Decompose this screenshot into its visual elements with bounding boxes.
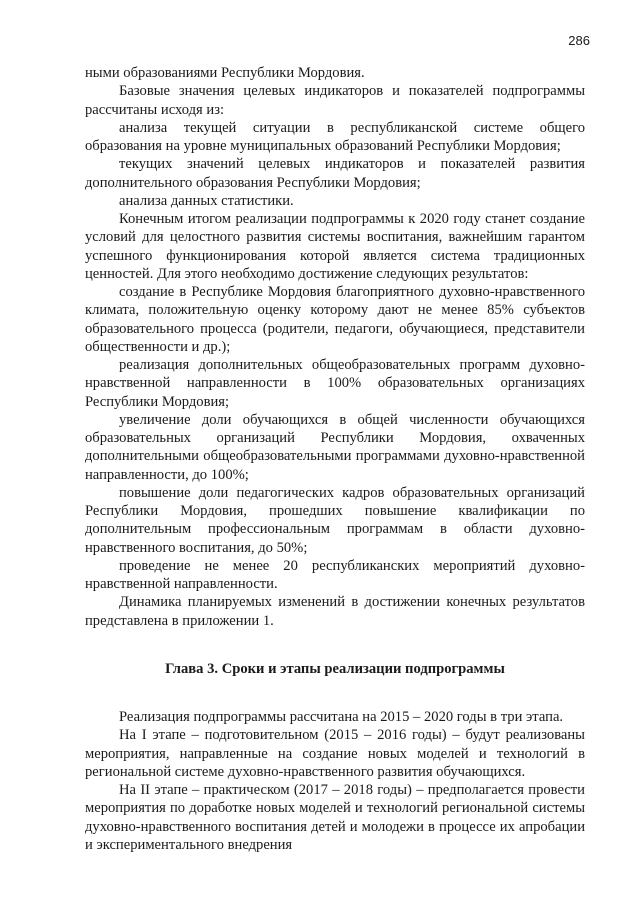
paragraph-result-4: повышение доли педагогических кадров образовательных организаций Республики Мордовия, прошедших повышение квалификации по дополнительным профессиональным программам в области духовно-нравственного воспитания, до 50%; xyxy=(85,484,585,556)
paragraph-result: Конечным итогом реализации подпрограммы к 2020 году станет создание условий для целостного развития системы воспитания, важнейшим гарантом успешного функционирования которой является система традиционных ценностей. Для этого необходимо достижение следующих результатов: xyxy=(85,211,585,282)
paragraph-period: Реализация подпрограммы рассчитана на 2015 – 2020 годы в три этапа. xyxy=(119,709,564,725)
paragraph-basis: Базовые значения целевых индикаторов и показателей подпрограммы рассчитаны исходя из: xyxy=(85,83,585,118)
paragraph-dynamics: Динамика планируемых изменений в достижении конечных результатов представлена в приложении 1. xyxy=(85,594,585,629)
spacer xyxy=(85,630,585,660)
document-body xyxy=(85,64,585,854)
paragraph-stage-2: На II этапе – практическом (2017 – 2018 годы) – предполагается провести мероприятия по доработке новых моделей и технологий региональной системы духовно-нравственного воспитания детей и молодежи в процессе их апробации и экспериментального внедрения xyxy=(85,782,585,853)
paragraph-stage-1: На I этапе – подготовительном (2015 – 2016 годы) – будут реализованы мероприятия, направленные на создание новых моделей и технологий в региональной системе духовно-нравственного развития обучающихся. xyxy=(85,727,585,780)
section-after-chapter xyxy=(85,708,585,854)
paragraph-continuation: ными образованиями Республики Мордовия. xyxy=(85,65,365,81)
chapter-heading: Глава 3. Сроки и этапы реализации подпрограммы xyxy=(165,660,505,677)
paragraph-result-3: увеличение доли обучающихся в общей численности обучающихся образовательных организаций Республики Мордовия, охваченных дополнительными общеобразовательными программами духовно-нравственной направленности, до 100%; xyxy=(85,411,585,483)
paragraph-basis-2: текущих значений целевых индикаторов и показателей развития дополнительного образования Республики Мордовия; xyxy=(85,156,585,191)
paragraph-result-2: реализация дополнительных общеобразовательных программ духовно-нравственной направленности в 100% образовательных организациях Республики Мордовия; xyxy=(85,357,585,410)
page-number: 286 xyxy=(568,33,590,48)
paragraph-result-1: создание в Республике Мордовия благоприятного духовно-нравственного климата, положительную оценку которому дают не менее 85% субъектов образовательного процесса (родители, педагоги, обучающиеся, представители общественности и др.); xyxy=(85,284,585,355)
paragraph-basis-3: анализа данных статистики. xyxy=(119,192,294,209)
paragraph-basis-1: анализа текущей ситуации в республиканской системе общего образования на уровне муниципальных образований Республики Мордовия; xyxy=(85,119,585,154)
paragraph-result-5: проведение не менее 20 республиканских мероприятий духовно-нравственной направленности. xyxy=(85,557,585,592)
spacer xyxy=(85,678,585,708)
section-before-chapter xyxy=(85,64,585,630)
